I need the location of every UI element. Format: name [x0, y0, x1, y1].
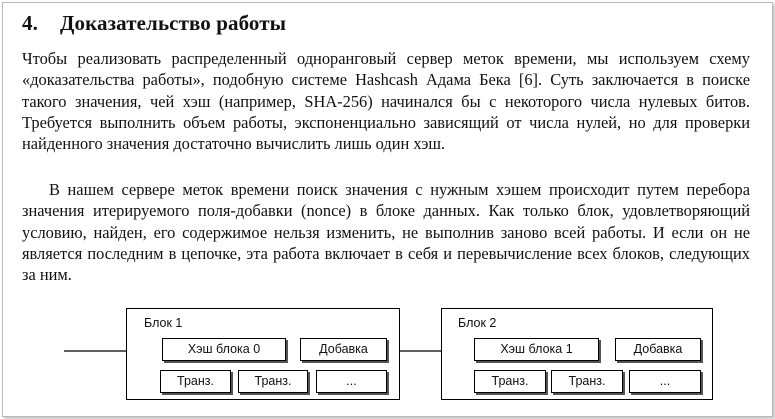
block-2-prev-hash: Хэш блока 1 [474, 338, 599, 361]
block-1-title: Блок 1 [144, 316, 183, 330]
block-1-prev-hash: Хэш блока 0 [162, 338, 286, 361]
block-2-tx-1: Транз. [474, 370, 546, 393]
block-1-tx-2: Транз. [238, 370, 308, 393]
block-2-nonce: Добавка [615, 338, 701, 361]
section-heading [22, 11, 286, 36]
section-number: 4. [22, 11, 38, 35]
paragraph-2: В нашем сервере меток времени поиск значения с нужным хэшем происходит путем перебора значения итерируемого поля-добавки (nonce) в блоке данных. Как только блок, удовлетворяющий условию, найден, его содержимое нельзя изменить, не выполнив заново всей работы. И если он не является последним в цепочке, эта работа включает в себя и перевычисление всех блоков, следующих за ним. [22, 180, 750, 285]
block-1-tx-more: ... [316, 370, 387, 393]
block-2-tx-more: ... [629, 370, 701, 393]
block-1-tx-1: Транз. [160, 370, 231, 393]
section-title: Доказательство работы [60, 11, 287, 35]
block-1-nonce: Добавка [300, 338, 387, 361]
block-2-tx-2: Транз. [551, 370, 623, 393]
paragraph-1: Чтобы реализовать распределенный одноранговый сервер меток времени, мы используем схему «доказательства работы», подобную системе Hashcash Адама Бека [6]. Суть заключается в поиске такого значения, чей хэш (например, SHA-256) начинался бы с некоторого числа нулевых битов. Требуется выполнить объем работы, экспоненциально зависящий от числа нулей, но для проверки найденного значения достаточно вычислить лишь один хэш. [22, 49, 750, 154]
block-2-title: Блок 2 [458, 316, 497, 330]
